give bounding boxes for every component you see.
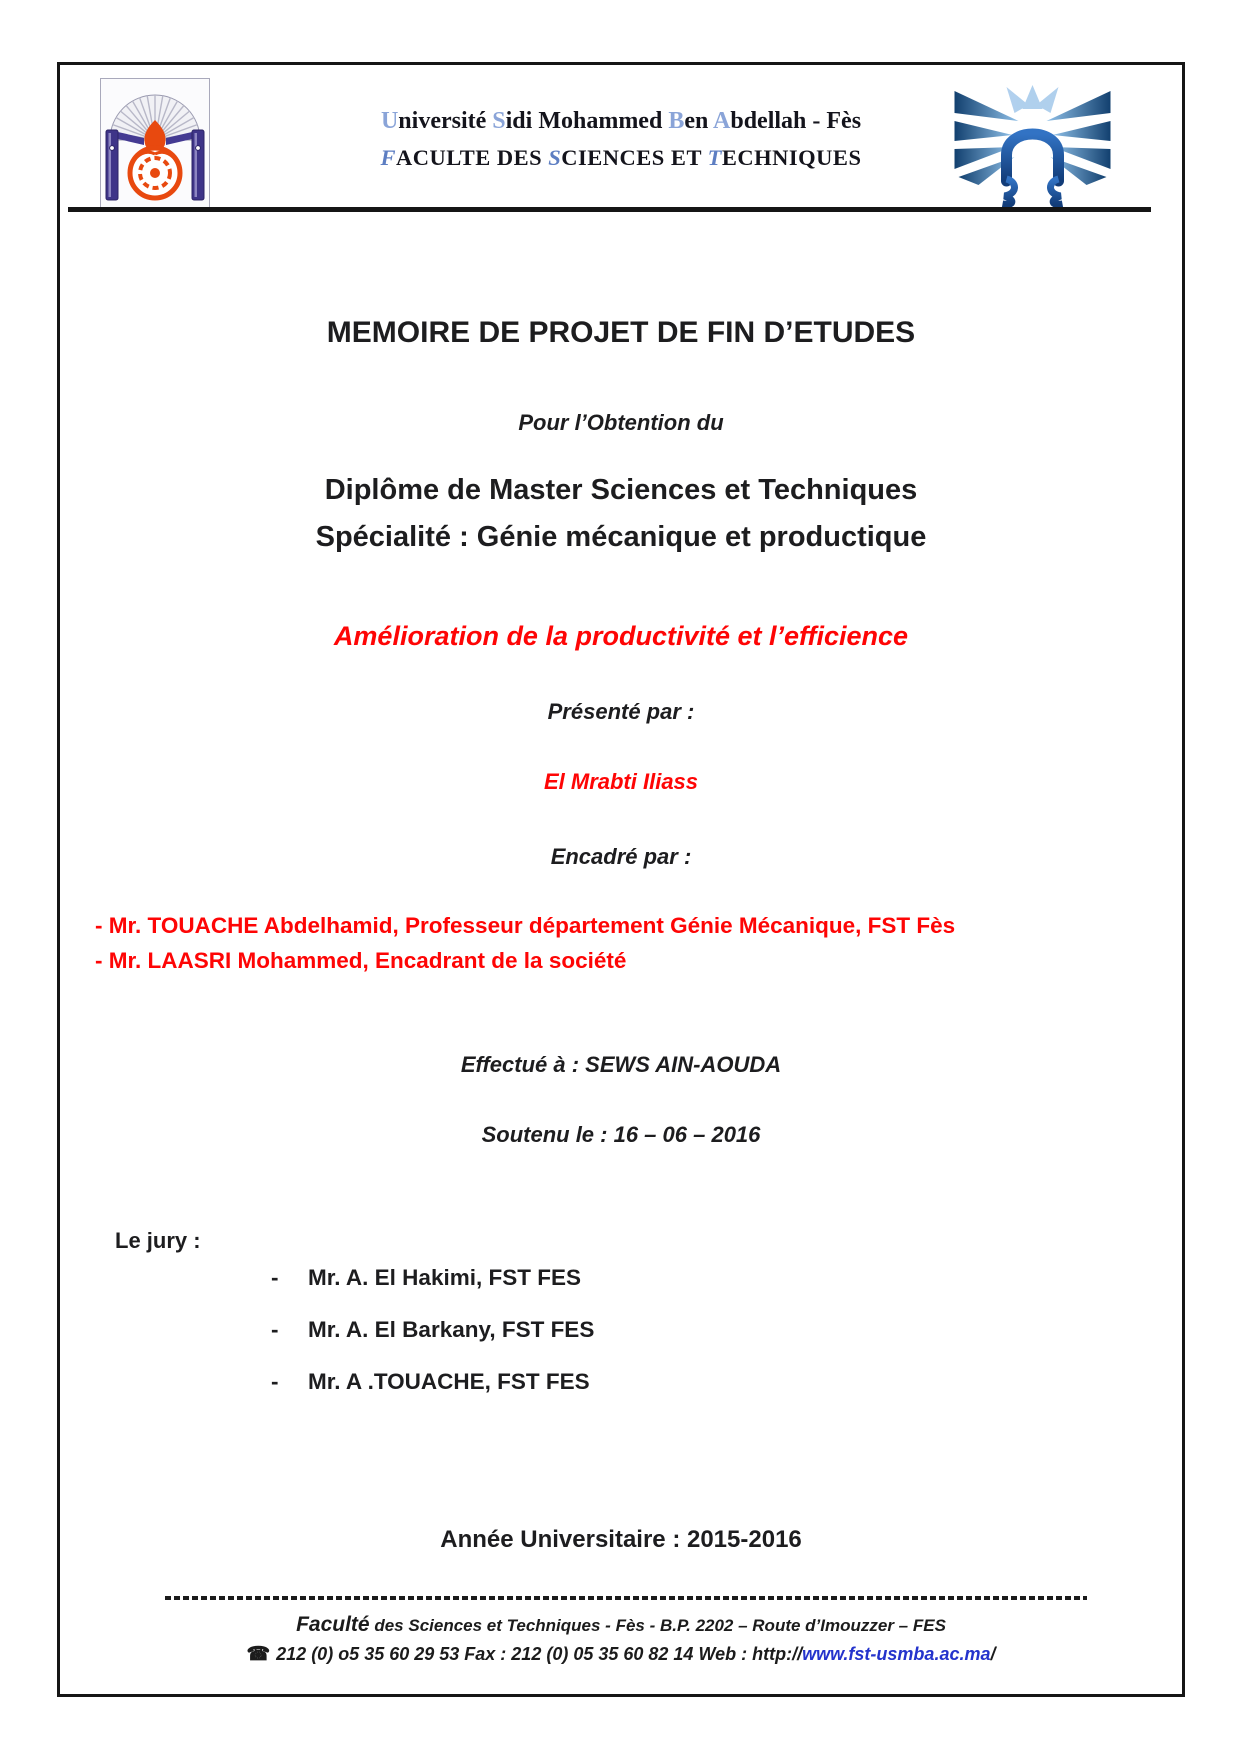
- jury-member-row: [271, 1265, 581, 1291]
- jury-member-row: [271, 1369, 590, 1395]
- header-divider: [68, 207, 1151, 212]
- page-border-frame: [57, 62, 1185, 1697]
- dash-bullet: -: [271, 1369, 279, 1394]
- phone-icon: ☎: [246, 1644, 271, 1665]
- defense-date: Soutenu le : 16 – 06 – 2016: [481, 1122, 761, 1147]
- usmba-logo: [100, 78, 210, 208]
- author-name: El Mrabti Iliass: [543, 769, 699, 794]
- presented-by-label: Présenté par :: [547, 699, 695, 724]
- internship-location: Effectué à : SEWS AIN-AOUDA: [460, 1052, 782, 1077]
- jury-label: Le jury :: [115, 1228, 201, 1253]
- supervisor-line: - Mr. TOUACHE Abdelhamid, Professeur département Génie Mécanique, FST Fès: [95, 913, 956, 938]
- jury-member-row: [271, 1317, 594, 1343]
- faculty-name: FACULTE DES SCIENCES ET TECHNIQUES: [380, 145, 862, 170]
- document-type-title: MEMOIRE DE PROJET DE FIN D’ETUDES: [326, 316, 916, 349]
- dashed-divider: [165, 1596, 1087, 1600]
- diploma-title: [60, 467, 1182, 561]
- footer-website-link[interactable]: www.fst-usmba.ac.ma: [802, 1644, 991, 1664]
- supervisor-line: - Mr. LAASRI Mohammed, Encadrant de la société: [95, 948, 627, 973]
- jury-member-name: Mr. A .TOUACHE, FST FES: [308, 1369, 590, 1394]
- dash-bullet: -: [271, 1265, 279, 1290]
- fst-logo: [952, 83, 1113, 208]
- supervisor-list: [95, 908, 1172, 978]
- supervised-by-label: Encadré par :: [550, 844, 692, 869]
- jury-member-name: Mr. A. El Hakimi, FST FES: [308, 1265, 581, 1290]
- footer-contact-text: 212 (0) o5 35 60 29 53 Fax : 212 (0) 05 35 60 82 14 Web : http://: [276, 1644, 803, 1664]
- jury-member-name: Mr. A. El Barkany, FST FES: [308, 1317, 595, 1342]
- footer-contact-line: [60, 1643, 1182, 1666]
- for-obtaining-label: Pour l’Obtention du: [518, 410, 724, 435]
- dash-bullet: -: [271, 1317, 279, 1342]
- footer-link-suffix: /: [990, 1644, 996, 1664]
- footer-address-line: [60, 1613, 1182, 1637]
- diploma-line2: Spécialité : Génie mécanique et productique: [315, 521, 927, 553]
- project-title: Amélioration de la productivité et l’efficience: [333, 621, 909, 651]
- academic-year: Année Universitaire : 2015-2016: [440, 1526, 802, 1553]
- footer-address-text: des Sciences et Techniques - Fès - B.P. 2202 – Route d’Imouzzer – FES: [369, 1616, 946, 1635]
- footer-faculty-word: Faculté: [296, 1613, 370, 1636]
- diploma-line1: Diplôme de Master Sciences et Techniques: [324, 474, 918, 506]
- university-name: Université Sidi Mohammed Ben Abdellah - Fès: [380, 108, 862, 134]
